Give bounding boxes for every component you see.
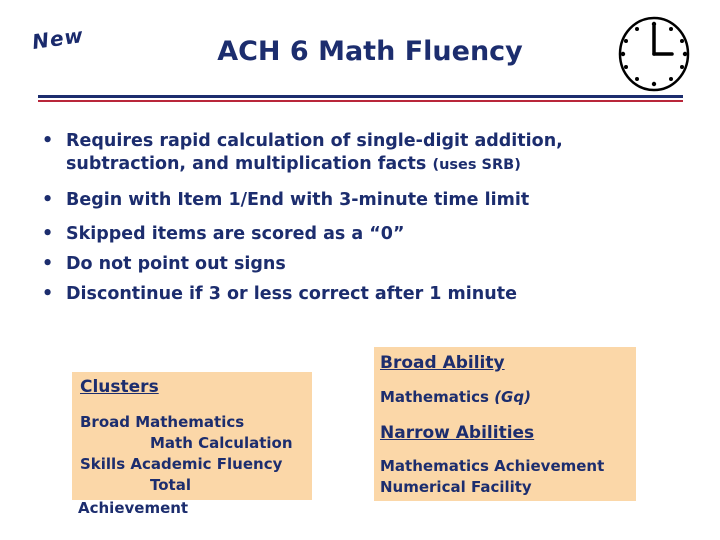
- narrow-ability-item: Mathematics Achievement: [380, 457, 605, 475]
- bullet-dot-icon: •: [42, 131, 54, 151]
- new-label: New: [30, 23, 86, 54]
- clock-icon: [616, 14, 692, 94]
- clusters-heading: Clusters: [80, 377, 159, 397]
- cluster-line: Achievement: [78, 499, 189, 517]
- bullet-text: Skipped items are scored as a “0”: [66, 224, 405, 244]
- bullet-text: Do not point out signs: [66, 254, 286, 274]
- broad-ability-item: [380, 387, 531, 408]
- bullet-dot-icon: •: [42, 284, 54, 304]
- narrow-ability-item: Numerical Facility: [380, 478, 532, 496]
- bullet-note: (uses SRB): [432, 157, 521, 173]
- broad-ability-code: (Gq): [494, 388, 531, 406]
- cluster-line: Skills Academic Fluency: [80, 455, 283, 473]
- bullet-dot-icon: •: [42, 254, 54, 274]
- cluster-line: Total: [150, 476, 191, 494]
- clusters-box: [72, 372, 312, 517]
- cluster-line: Broad Mathematics: [80, 413, 245, 431]
- cluster-line: Math Calculation: [150, 434, 293, 452]
- bullet-list: [42, 130, 682, 306]
- bullet-item: [42, 253, 682, 276]
- slide-title: ACH 6 Math Fluency: [217, 36, 523, 67]
- bullet-item: [42, 130, 682, 177]
- broad-ability-name: Mathematics: [380, 388, 489, 406]
- abilities-box: [374, 347, 636, 501]
- narrow-abilities-heading: Narrow Abilities: [380, 423, 535, 443]
- bullet-text: Begin with Item 1/End with 3-minute time limit: [66, 190, 530, 210]
- bullet-item: [42, 223, 682, 246]
- bullet-text: Discontinue if 3 or less correct after 1 minute: [66, 284, 517, 304]
- broad-ability-heading: Broad Ability: [380, 353, 505, 373]
- bullet-dot-icon: •: [42, 190, 54, 210]
- bullet-dot-icon: •: [42, 224, 54, 244]
- bullet-text: Requires rapid calculation of single-digit addition, subtraction, and multiplication facts: [66, 131, 563, 174]
- bullet-item: [42, 189, 682, 212]
- title-divider-blue: [38, 95, 683, 98]
- title-divider-red: [38, 100, 683, 102]
- bullet-item: [42, 283, 682, 306]
